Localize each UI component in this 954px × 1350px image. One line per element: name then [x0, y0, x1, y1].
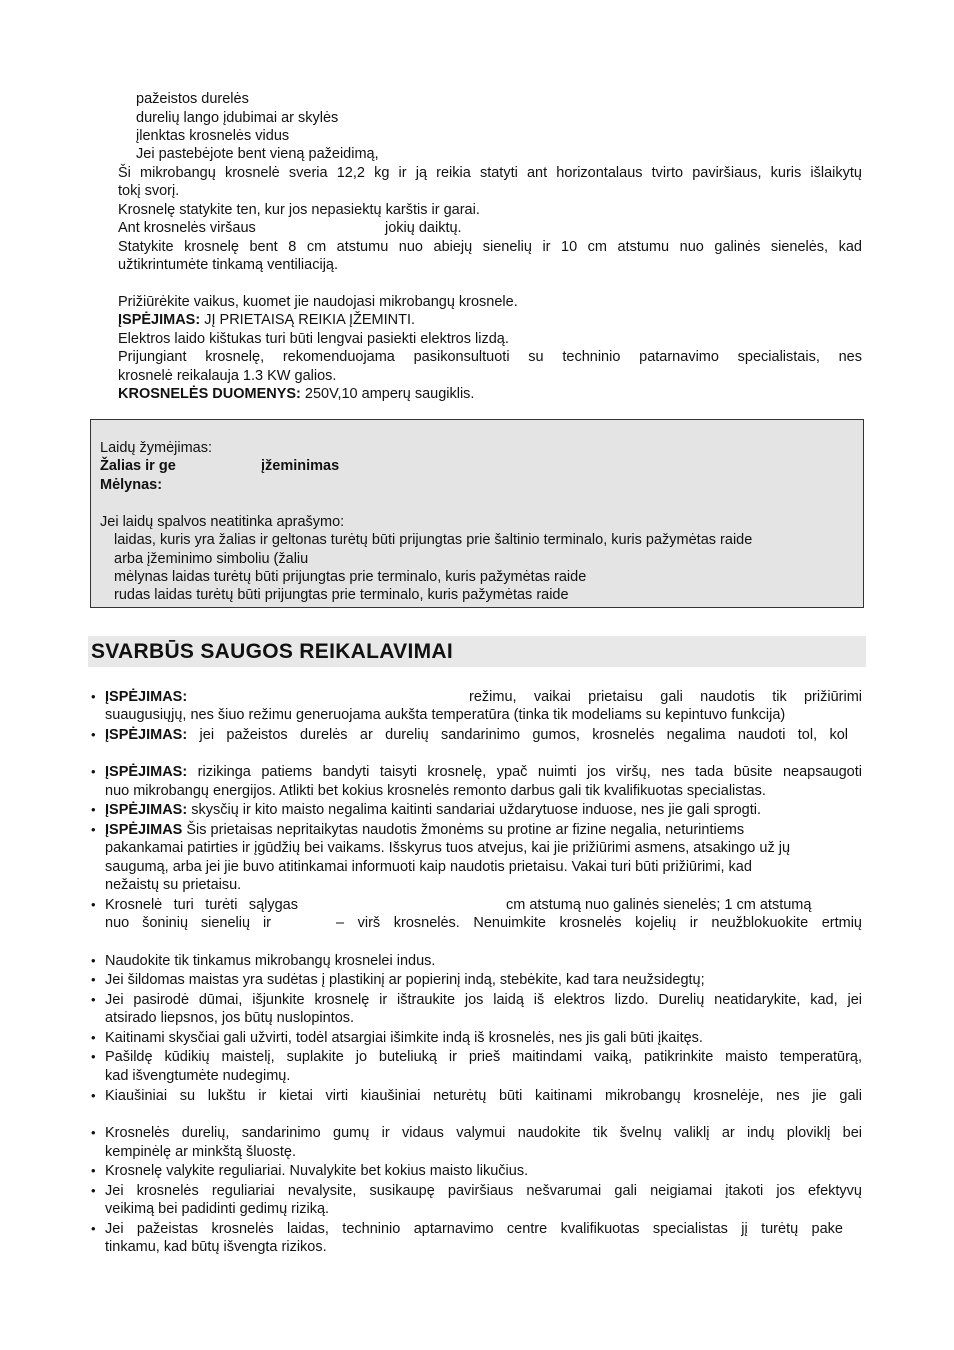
- warning-label: ĮSPĖJIMAS: [105, 822, 183, 838]
- text-line: Jei šildomas maistas yra sudėtas į plastikinį ar popierinį indą, stebėkite, kad tara neužsidegtų;: [105, 972, 705, 988]
- wiring-green-value: įžeminimas: [261, 458, 340, 474]
- wiring-line: laidas, kuris yra žalias ir geltonas turėtų būti prijungtas prie šaltinio terminalo, kuris pažymėtas raide: [114, 532, 753, 548]
- specs-label: KROSNELĖS DUOMENYS:: [118, 386, 301, 402]
- bullet-icon: •: [91, 1125, 96, 1140]
- text-line: pakankamai patirties ir įgūdžių bei vaikams. Išskyrus tuos atvejus, kai jie prižiūrimi asmens, atsakingo už jų: [105, 840, 791, 856]
- wiring-green-label: Žalias ir ge: [100, 458, 176, 474]
- text-line: tokį svorį.: [118, 183, 180, 199]
- warning-label: ĮSPĖJIMAS:: [105, 689, 188, 705]
- bullet-icon: •: [91, 802, 96, 817]
- section-heading: [88, 636, 866, 667]
- text-line: tinkamu, kad būtų išvengta rizikos.: [105, 1239, 327, 1255]
- text-line: Jei pastebėjote bent vieną pažeidimą,: [136, 146, 379, 162]
- text-line: atsirado liepsnos, jos būtų nuslopintos.: [105, 1010, 355, 1026]
- text-line: Ant krosnelės viršaus: [118, 220, 256, 236]
- bullet-icon: •: [91, 1088, 96, 1103]
- wiring-blue-label: Mėlynas:: [100, 477, 163, 493]
- text-line: režimu, vaikai prietaisu gali naudotis tik prižiūrimi: [469, 689, 862, 705]
- wiring-line: arba įžeminimo simboliu (žaliu: [114, 551, 309, 567]
- warning-text: rizikinga patiems bandyti taisyti krosnelę, ypač nuimti jos viršų, nes tada būsite neapsaugoti: [187, 764, 862, 780]
- text-line: įlenktas krosnelės vidus: [136, 128, 290, 144]
- text-line: krosnelė reikalauja 1.3 KW galios.: [118, 368, 337, 384]
- text-line: užtikrintumėte tinkamą ventiliaciją.: [118, 257, 339, 273]
- bullet-icon: •: [91, 897, 96, 912]
- text-line: kempinėlę ar minkštą šluostę.: [105, 1144, 296, 1160]
- text-line: Krosnelės durelių, sandarinimo gumų ir vidaus valymui naudokite tik švelnų valiklį ar indų ploviklį bei: [105, 1125, 862, 1141]
- bullet-icon: •: [91, 953, 96, 968]
- warning-label: ĮSPĖJIMAS:: [118, 312, 201, 328]
- warning-text: skysčių ir kito maisto negalima kaitinti sandariai uždarytuose induose, nes jie gali sprogti.: [187, 802, 762, 818]
- text-line: Kaitinami skysčiai gali užvirti, todėl atsargiai išimkite indą iš krosnelės, nes jis gali būti įkaitęs.: [105, 1030, 703, 1046]
- bullet-icon: •: [91, 764, 96, 779]
- text-line: Jei pažeistas krosnelės laidas, techninio aptarnavimo centre kvalifikuotas specialistas jį turėtų pake: [105, 1221, 843, 1237]
- warning-label: ĮSPĖJIMAS:: [105, 802, 188, 818]
- wiring-intro: Jei laidų spalvos neatitinka aprašymo:: [100, 514, 345, 530]
- text-line: Prijungiant krosnelę, rekomenduojama pasikonsultuoti su techninio patarnavimo specialistais, nes: [118, 349, 862, 365]
- text-line: veikimą bei padidinti gedimų riziką.: [105, 1201, 330, 1217]
- bullet-icon: •: [91, 1163, 96, 1178]
- text-line: jokių daiktų.: [385, 220, 462, 236]
- warning-line: [105, 821, 744, 839]
- specs-line: [118, 385, 474, 403]
- bullet-icon: •: [91, 1049, 96, 1064]
- text-line: Jei pasirodė dūmai, išjunkite krosnelę ir ištraukite jos laidą iš elektros lizdo. Durelių neatidarykite, kad, jei: [105, 992, 862, 1008]
- warning-text: JĮ PRIETAISĄ REIKIA ĮŽEMINTI.: [200, 312, 416, 328]
- text-line: Statykite krosnelę bent 8 cm atstumu nuo abiejų sienelių ir 10 cm atstumu nuo galinės sienelės, kad: [118, 239, 862, 255]
- text-line: Naudokite tik tinkamus mikrobangų krosnelei indus.: [105, 953, 436, 969]
- text-line: nuo šoninių sienelių ir: [105, 915, 271, 931]
- bullet-icon: •: [91, 972, 96, 987]
- bullet-icon: •: [91, 727, 96, 742]
- warning-label: ĮSPĖJIMAS:: [105, 764, 188, 780]
- warning-line: [118, 311, 415, 329]
- text-line: saugumą, arba jei jie buvo atitinkamai informuoti kaip naudotis prietaisu. Vakai turi būti prižiūrimi, kad: [105, 859, 752, 875]
- wiring-line: rudas laidas turėtų būti prijungtas prie terminalo, kuris pažymėtas raide: [114, 587, 569, 603]
- text-line: nežaistų su prietaisu.: [105, 877, 242, 893]
- text-line: Ši mikrobangų krosnelė sveria 12,2 kg ir ją reikia statyti ant horizontalaus tvirto paviršiaus, kuris išlaikytų: [118, 165, 862, 181]
- text-line: kad išvengtumėte nudegimų.: [105, 1068, 291, 1084]
- wiring-title: Laidų žymėjimas:: [100, 440, 213, 456]
- text-line: Krosnelę valykite reguliariai. Nuvalykite bet kokius maisto likučius.: [105, 1163, 529, 1179]
- bullet-icon: •: [91, 1030, 96, 1045]
- specs-text: 250V,10 amperų saugiklis.: [300, 386, 475, 402]
- bullet-icon: •: [91, 689, 96, 704]
- text-line: Pašildę kūdikių maistelį, suplakite jo buteliuką ir prieš maitindami vaiką, patikrinkite maisto temperatūrą,: [105, 1049, 862, 1065]
- text-line: Elektros laido kištukas turi būti lengvai pasiekti elektros lizdą.: [118, 331, 509, 347]
- warning-line: [105, 801, 761, 819]
- text-line: cm atstumą nuo galinės sienelės; 1 cm atstumą: [506, 897, 812, 913]
- warning-text: Šis prietaisas nepritaikytas naudotis žmonėms su protine ar fizine negalia, neturintiems: [182, 822, 745, 838]
- warning-line: [105, 726, 848, 744]
- text-line: Jei krosnelės reguliariai nevalysite, susikaupę paviršiaus nešvarumai gali neigiamai įtakoti jos efektyvų: [105, 1183, 862, 1199]
- text-line: pažeistos durelės: [136, 91, 249, 107]
- text-line: – virš krosnelės. Nenuimkite krosnelės kojelių ir neužblokuokite ertmių: [336, 915, 862, 931]
- text-line: suaugusiųjų, nes šiuo režimu generuojama aukšta temperatūra (tinka tik modeliams su kepintuvo funkcija): [105, 707, 786, 723]
- text-line: durelių lango įdubimai ar skylės: [136, 110, 339, 126]
- text-line: Prižiūrėkite vaikus, kuomet jie naudojasi mikrobangų krosnele.: [118, 294, 518, 310]
- text-line: Kiaušiniai su lukštu ir kietai virti kiaušiniai neturėtų būti kaitinami mikrobangų krosnelėje, nes jie gali: [105, 1088, 862, 1104]
- warning-line: [105, 763, 862, 781]
- text-line: Krosnelė turi turėti sąlygas: [105, 897, 298, 913]
- warning-text: jei pažeistos durelės ar durelių sandarinimo gumos, krosnelės negalima naudoti tol, kol: [187, 727, 848, 743]
- section-title: SVARBŪS SAUGOS REIKALAVIMAI: [91, 640, 454, 663]
- bullet-icon: •: [91, 992, 96, 1007]
- bullet-icon: •: [91, 822, 96, 837]
- wiring-line: mėlynas laidas turėtų būti prijungtas prie terminalo, kuris pažymėtas raide: [114, 569, 587, 585]
- warning-label: ĮSPĖJIMAS:: [105, 727, 188, 743]
- text-line: nuo mikrobangų energijos. Atlikti bet kokius krosnelės remonto darbus gali tik kvalifikuotas specialistas.: [105, 783, 766, 799]
- bullet-icon: •: [91, 1221, 96, 1236]
- text-line: Krosnelę statykite ten, kur jos nepasiektų karštis ir garai.: [118, 202, 480, 218]
- bullet-icon: •: [91, 1183, 96, 1198]
